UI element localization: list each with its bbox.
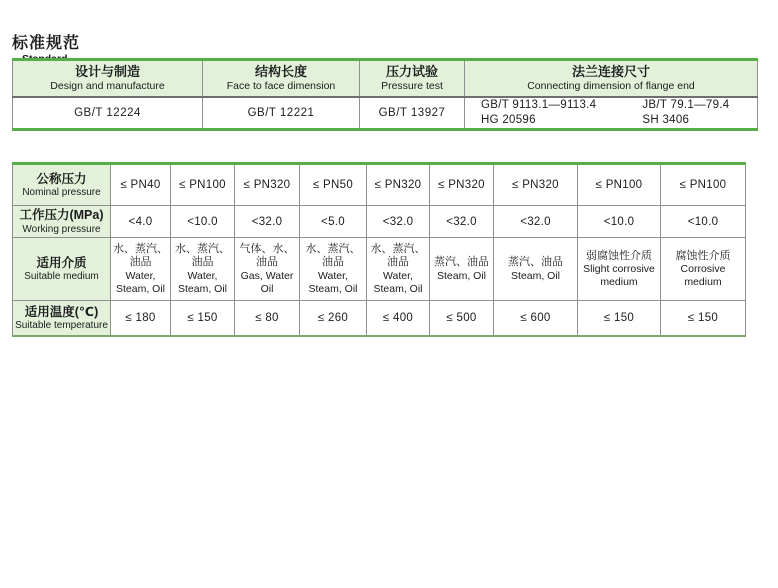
row-label-en: Working pressure [22,223,101,235]
row-nominal-pressure [13,164,746,206]
row-label-working-pressure [13,206,111,238]
header-pressure-test [360,60,465,98]
nominal-pressure-cell: ≤ PN100 [661,164,746,206]
row-label-cn: 公称压力 [36,171,87,186]
header-cn: 设计与制造 [74,64,140,80]
working-pressure-cell: <4.0 [111,206,171,238]
row-working-pressure [13,206,746,238]
suitable-medium-cell [661,238,746,301]
working-pressure-cell: <32.0 [430,206,494,238]
medium-en: Corrosive medium [680,263,726,288]
flange-std-line: GB/T 9113.1—9113.4 [481,99,597,112]
suitable-temperature-cell: ≤ 500 [430,301,494,336]
header-en: Design and manufacture [50,80,165,93]
working-pressure-cell: <32.0 [367,206,430,238]
medium-en: Water, Steam, Oil [115,270,165,295]
medium-cn: 水、蒸汽、油品 [113,242,168,269]
working-pressure-cell: <32.0 [494,206,578,238]
suitable-temperature-cell: ≤ 150 [171,301,235,336]
row-label-cn: 适用介质 [36,255,87,270]
header-cn: 压力试验 [385,64,438,80]
header-face-to-face [203,60,360,98]
suitable-temperature-cell: ≤ 400 [367,301,430,336]
suitable-medium-cell [430,238,494,301]
row-label-en: Suitable medium [24,271,99,283]
suitable-medium-cell [235,238,300,301]
medium-cn: 水、蒸汽、油品 [370,242,426,269]
suitable-temperature-cell: ≤ 80 [235,301,300,336]
standards-table [12,58,757,131]
nominal-pressure-cell: ≤ PN320 [430,164,494,206]
suitable-medium-cell [494,238,578,301]
medium-en: Steam, Oil [436,269,486,282]
medium-en: Slight corrosive medium [583,263,655,288]
medium-cn: 气体、水、油品 [239,242,295,269]
flange-standards-right [642,98,729,128]
suitable-temperature-cell: ≤ 150 [661,301,746,336]
standards-value-row [13,97,758,130]
suitable-temperature-cell: ≤ 180 [111,301,171,336]
header-en: Connecting dimension of flange end [527,80,695,93]
header-design-manufacture [13,60,203,98]
medium-cn: 弱腐蚀性介质 [586,249,652,262]
nominal-pressure-cell: ≤ PN320 [367,164,430,206]
working-pressure-cell: <5.0 [300,206,367,238]
suitable-medium-cell [171,238,235,301]
medium-cn: 水、蒸汽、油品 [175,242,230,269]
medium-en: Water, Steam, Oil [308,270,358,295]
row-suitable-medium [13,238,746,301]
suitable-temperature-cell: ≤ 600 [494,301,578,336]
working-pressure-cell: <10.0 [171,206,235,238]
suitable-medium-cell [300,238,367,301]
flange-std-line: HG 20596 [481,114,536,126]
medium-cn: 蒸汽、油品 [434,255,489,268]
row-label-en: Nominal pressure [22,187,101,199]
suitable-temperature-cell: ≤ 260 [300,301,367,336]
suitable-medium-cell [111,238,171,301]
nominal-pressure-cell: ≤ PN100 [578,164,661,206]
medium-en: Gas, Water Oil [240,270,294,295]
value-flange-dimension [465,97,758,130]
value-pressure-test: GB/T 13927 [360,97,465,130]
header-cn: 法兰连接尺寸 [571,64,650,80]
header-flange-dimension [465,60,758,98]
nominal-pressure-cell: ≤ PN50 [300,164,367,206]
spec-table [12,162,745,337]
working-pressure-cell: <10.0 [578,206,661,238]
row-suitable-temperature [13,301,746,336]
row-label-suitable-medium [13,238,111,301]
flange-std-line: JB/T 79.1—79.4 [642,99,730,112]
row-label-en: Suitable temperature [15,319,108,331]
value-face-to-face: GB/T 12221 [203,97,360,130]
nominal-pressure-cell: ≤ PN100 [171,164,235,206]
medium-en: Water, Steam, Oil [373,270,423,295]
row-label-nominal-pressure [13,164,111,206]
working-pressure-cell: <10.0 [661,206,746,238]
page-title-cn: 标准规范 [12,35,81,52]
working-pressure-cell: <32.0 [235,206,300,238]
medium-cn: 腐蚀性介质 [675,249,731,262]
row-label-suitable-temperature [13,301,111,336]
nominal-pressure-cell: ≤ PN320 [494,164,578,206]
medium-cn: 水、蒸汽、油品 [305,242,361,269]
value-design-manufacture: GB/T 12224 [13,97,203,130]
nominal-pressure-cell: ≤ PN40 [111,164,171,206]
flange-standards-left [481,98,596,128]
medium-cn: 蒸汽、油品 [508,255,563,268]
suitable-temperature-cell: ≤ 150 [578,301,661,336]
header-en: Pressure test [381,80,443,93]
header-en: Face to face dimension [226,80,336,93]
nominal-pressure-cell: ≤ PN320 [235,164,300,206]
suitable-medium-cell [367,238,430,301]
standards-header-row [13,60,758,98]
medium-en: Steam, Oil [510,269,560,282]
row-label-cn: 工作压力(MPa) [19,208,104,223]
suitable-medium-cell [578,238,661,301]
medium-en: Water, Steam, Oil [177,270,227,295]
flange-std-line: SH 3406 [642,114,690,126]
row-label-cn: 适用温度(℃) [24,304,99,319]
header-cn: 结构长度 [254,64,307,80]
